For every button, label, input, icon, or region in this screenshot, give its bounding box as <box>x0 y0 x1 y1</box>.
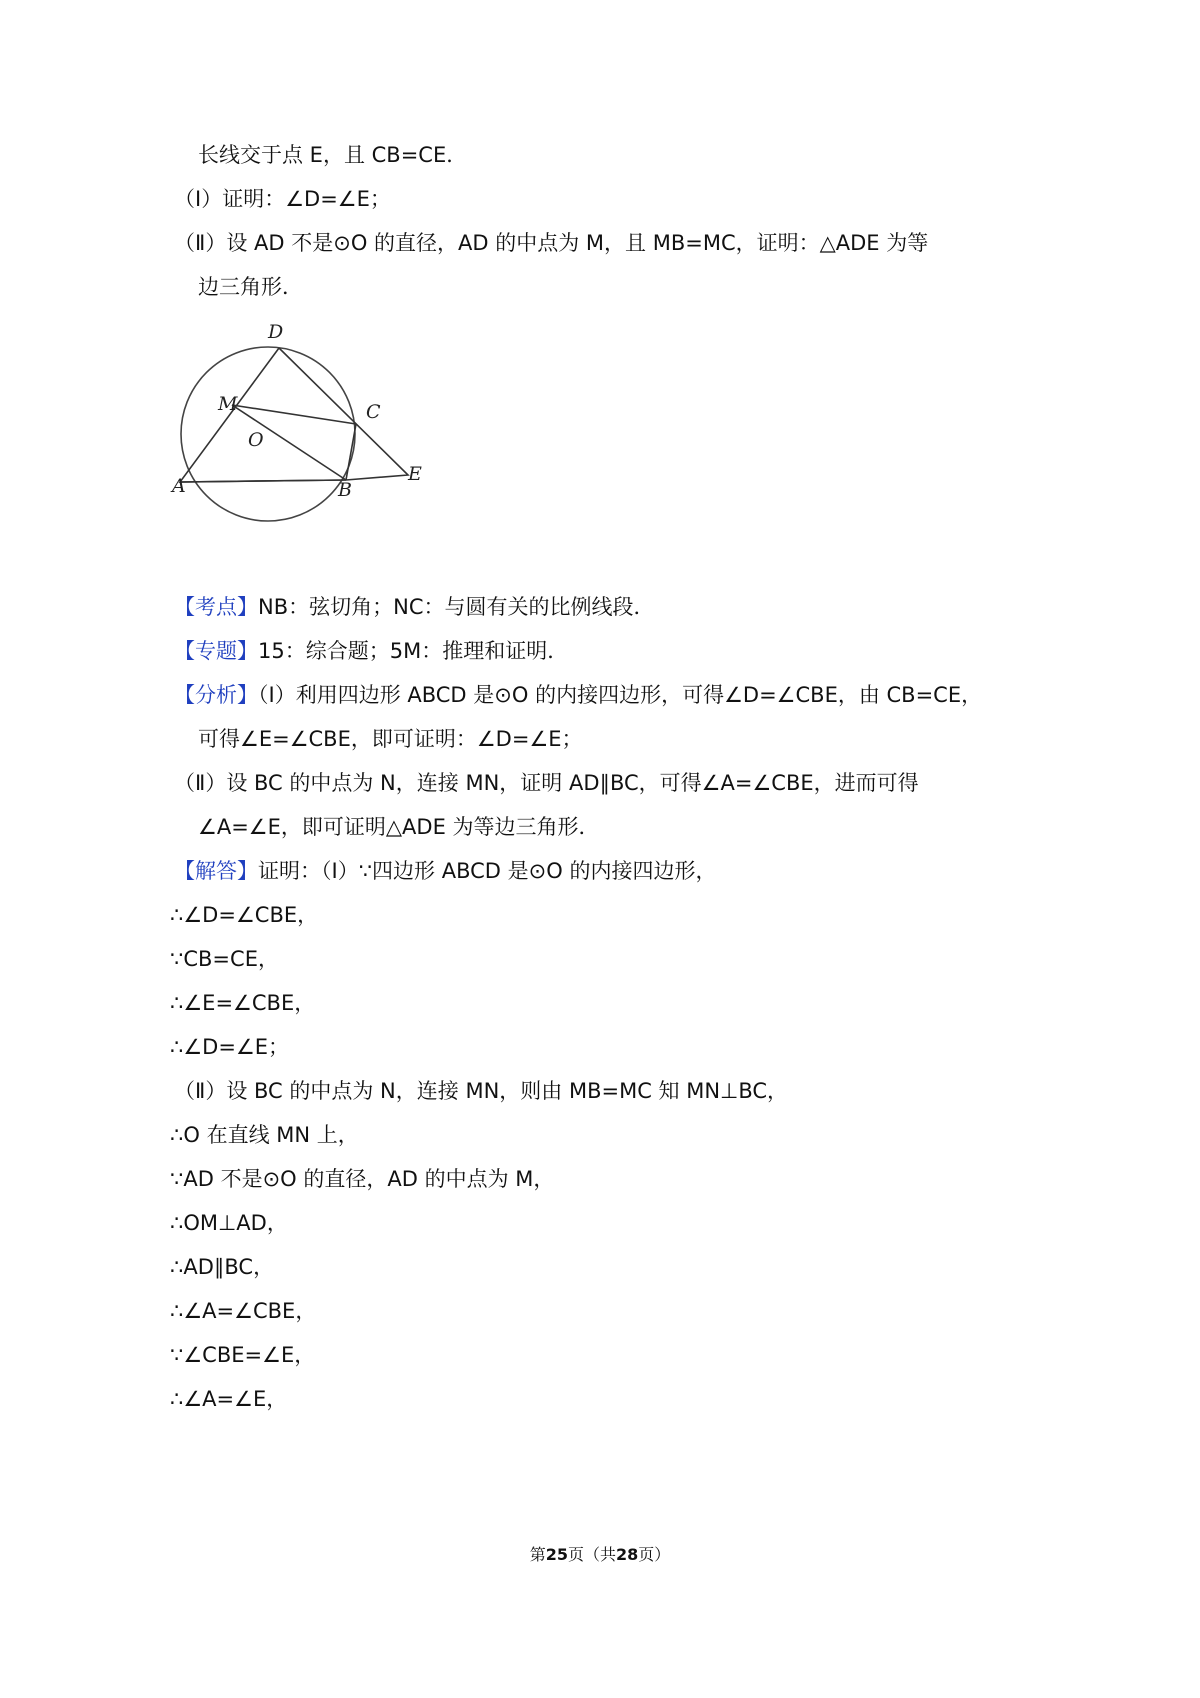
footer-page-number: 25 <box>545 1545 568 1564</box>
footer-mid: 页（共 <box>567 1545 616 1564</box>
footer-suffix: 页） <box>638 1545 671 1564</box>
fenxi-text-1: （Ⅰ）利用四边形 ABCD 是⊙O 的内接四边形，可得∠D=∠CBE，由 CB=CE， <box>258 683 983 707</box>
kaodian-tag: 【考点】 <box>174 595 258 619</box>
fenxi-tag: 【分析】 <box>174 683 258 707</box>
page-footer <box>0 1544 1200 1566</box>
jieda-line-1 <box>174 856 716 886</box>
jieda-step: （Ⅱ）设 BC 的中点为 N，连接 MN，则由 MB=MC 知 MN⊥BC， <box>174 1079 789 1103</box>
zhuanti-tag: 【专题】 <box>174 639 258 663</box>
fenxi-line-2: 可得∠E=∠CBE，即可证明：∠D=∠E； <box>198 727 583 751</box>
jieda-step: ∴O 在直线 MN 上， <box>170 1123 359 1147</box>
jieda-first: 证明：（Ⅰ）∵四边形 ABCD 是⊙O 的内接四边形， <box>258 859 717 883</box>
problem-part-2a: （Ⅱ）设 AD 不是⊙O 的直径，AD 的中点为 M，且 MB=MC，证明：△ADE 为等 <box>174 231 929 255</box>
circle-o <box>181 347 355 521</box>
jieda-step: ∵AD 不是⊙O 的直径，AD 的中点为 M， <box>170 1167 555 1191</box>
footer-total-pages: 28 <box>616 1545 639 1564</box>
fenxi-line-4: ∠A=∠E，即可证明△ADE 为等边三角形． <box>198 815 600 839</box>
jieda-step: ∴OM⊥AD， <box>170 1211 288 1235</box>
kaodian-line <box>174 592 655 622</box>
fenxi-line-3: （Ⅱ）设 BC 的中点为 N，连接 MN，证明 AD∥BC，可得∠A=∠CBE，进而可得 <box>174 771 919 795</box>
jieda-step: ∴∠D=∠CBE， <box>170 903 319 927</box>
jieda-step: ∴∠A=∠E， <box>170 1387 288 1411</box>
label-d: D <box>268 321 284 343</box>
kaodian-text: NB：弦切角；NC：与圆有关的比例线段． <box>258 595 655 619</box>
label-c: C <box>366 401 381 423</box>
jieda-tag: 【解答】 <box>174 859 258 883</box>
jieda-step: ∴∠A=∠CBE， <box>170 1299 317 1323</box>
segment-ab <box>180 480 346 482</box>
problem-line-1: 长线交于点 E，且 CB=CE． <box>198 143 468 167</box>
problem-part-1: （Ⅰ）证明：∠D=∠E； <box>174 187 391 211</box>
label-m: M <box>218 393 238 415</box>
label-o: O <box>248 429 264 451</box>
label-e: E <box>408 463 422 485</box>
segment-mc <box>232 405 356 424</box>
jieda-step: ∵∠CBE=∠E， <box>170 1343 316 1367</box>
label-a: A <box>172 475 186 497</box>
jieda-step: ∴AD∥BC， <box>170 1255 275 1279</box>
fenxi-line-1 <box>174 680 982 710</box>
geometry-figure <box>172 321 480 580</box>
jieda-step: ∴∠D=∠E； <box>170 1035 290 1059</box>
jieda-step: ∴∠E=∠CBE， <box>170 991 316 1015</box>
jieda-step: ∵CB=CE， <box>170 947 279 971</box>
segment-cb <box>346 424 356 480</box>
zhuanti-line <box>174 636 568 666</box>
footer-prefix: 第 <box>529 1545 546 1564</box>
label-b: B <box>338 479 352 501</box>
problem-part-2b: 边三角形． <box>198 275 303 299</box>
zhuanti-text: 15：综合题；5M：推理和证明． <box>258 639 569 663</box>
